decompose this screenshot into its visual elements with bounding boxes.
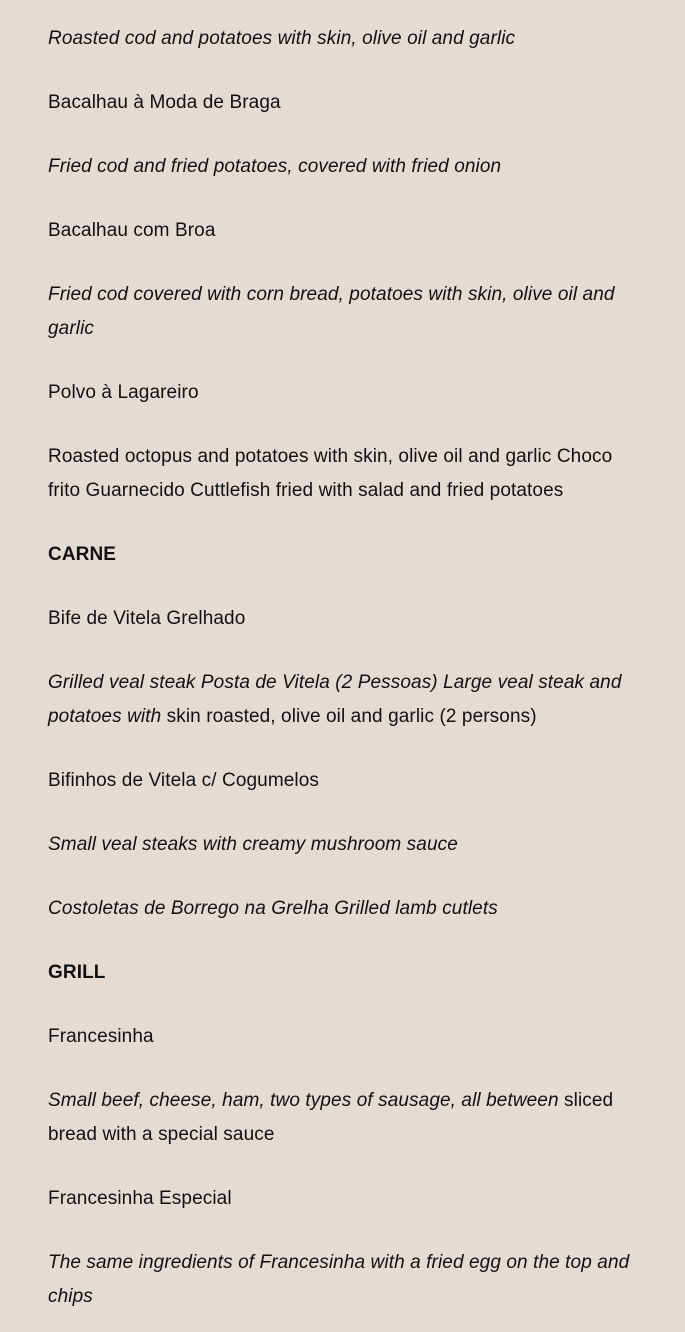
text-fragment: sliced bread with a special sauce (48, 1090, 614, 1145)
menu-description (48, 1084, 645, 1152)
text-fragment: skin roasted, olive oil and garlic (2 persons) (161, 706, 537, 727)
text-fragment: Bacalhau à Moda de Braga (48, 92, 281, 113)
menu-description (48, 892, 645, 926)
menu-description (48, 22, 645, 56)
text-fragment: Roasted cod and potatoes with skin, olive oil and garlic (48, 28, 516, 49)
menu-item-name (48, 602, 645, 636)
text-fragment: Costoletas de Borrego na Grelha Grilled lamb cutlets (48, 898, 498, 919)
text-fragment: Polvo à Lagareiro (48, 382, 199, 403)
menu-description (48, 666, 645, 734)
text-fragment: Bacalhau com Broa (48, 220, 216, 241)
text-fragment: Small veal steaks with creamy mushroom sauce (48, 834, 458, 855)
text-fragment: Roasted octopus and potatoes with skin, olive oil and garlic Choco frito Guarnecido Cuttlefish fried with salad and fried potatoes (48, 446, 613, 501)
text-fragment: Small beef, cheese, ham, two types of sausage, all between (48, 1090, 559, 1111)
menu-item-name (48, 86, 645, 120)
text-fragment: GRILL (48, 962, 106, 983)
section-heading-grill (48, 956, 645, 990)
menu-description (48, 278, 645, 346)
text-fragment: The same ingredients of Francesinha with a fried egg on the top and chips (48, 1252, 630, 1307)
section-heading-carne (48, 538, 645, 572)
menu-item-name (48, 1020, 645, 1054)
text-fragment: Bifinhos de Vitela c/ Cogumelos (48, 770, 320, 791)
menu-description (48, 828, 645, 862)
text-fragment: CARNE (48, 544, 117, 565)
menu-item-name (48, 1182, 645, 1216)
text-fragment: Francesinha (48, 1026, 154, 1047)
menu-description (48, 150, 645, 184)
text-fragment: Grilled veal steak Posta de Vitela (2 Pessoas) Large veal steak and potatoes with (48, 672, 622, 727)
text-fragment: Bife de Vitela Grelhado (48, 608, 246, 629)
menu-item-name (48, 376, 645, 410)
menu-description (48, 440, 645, 508)
text-fragment: Fried cod covered with corn bread, potatoes with skin, olive oil and garlic (48, 284, 615, 339)
menu-item-name (48, 214, 645, 248)
menu-description (48, 1246, 645, 1314)
text-fragment: Francesinha Especial (48, 1188, 232, 1209)
text-fragment: Fried cod and fried potatoes, covered with fried onion (48, 156, 502, 177)
menu-item-name (48, 764, 645, 798)
